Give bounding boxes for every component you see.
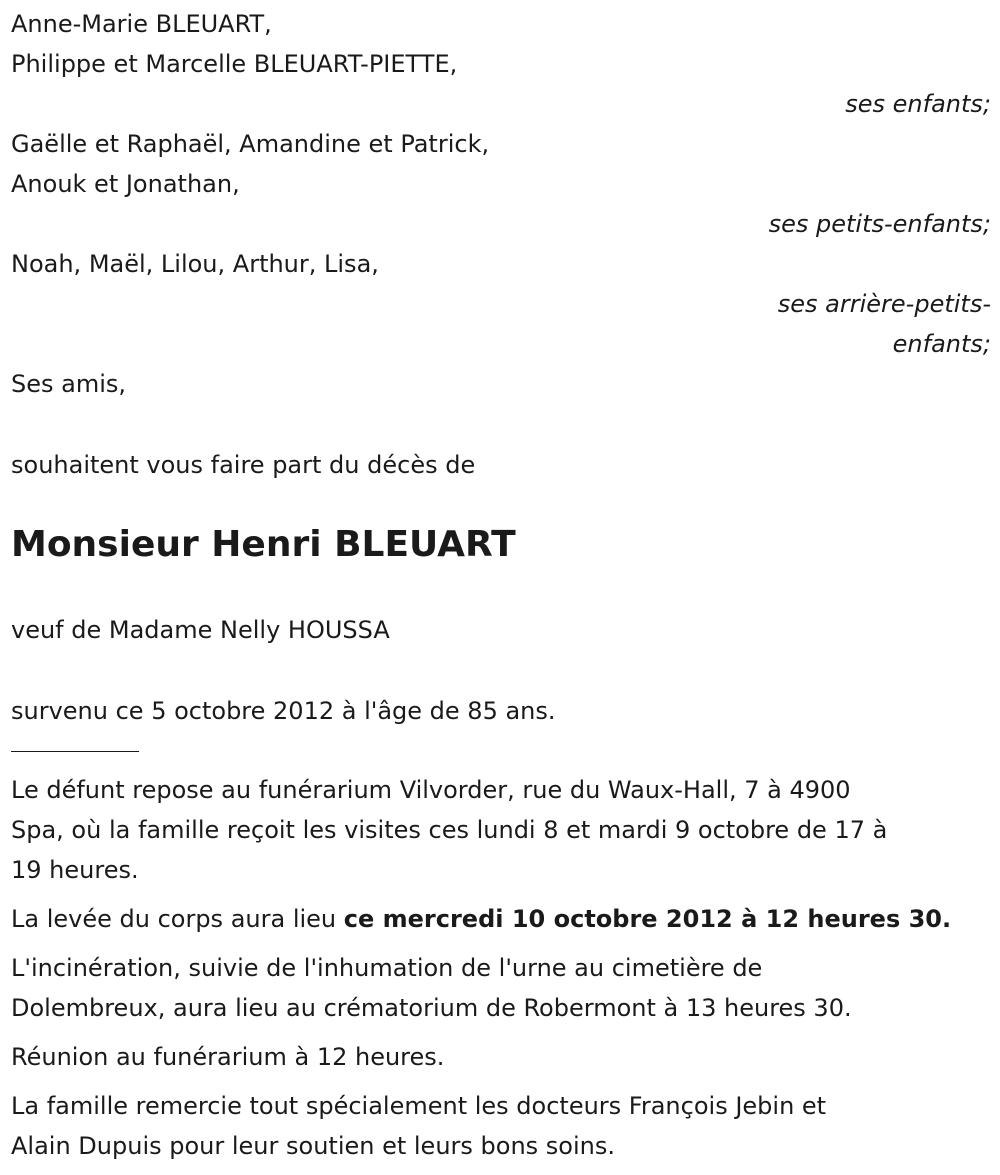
great-grandchildren-role-continued: enfants;	[892, 330, 991, 358]
great-grandchildren-list: Noah, Maël, Lilou, Arthur, Lisa,	[11, 250, 379, 278]
child-name: Anne-Marie BLEUART,	[11, 10, 272, 38]
grandchild-names: Anouk et Jonathan,	[11, 170, 240, 198]
grandchildren-role: ses petits-enfants;	[768, 210, 991, 238]
thanks-info	[11, 1086, 991, 1166]
grandchild-names: Gaëlle et Raphaël, Amandine et Patrick,	[11, 130, 490, 158]
thanks-line: Alain Dupuis pour leur soutien et leurs bons soins.	[11, 1132, 615, 1160]
child-name: Philippe et Marcelle BLEUART-PIETTE,	[11, 50, 458, 78]
friends: Ses amis,	[11, 370, 127, 398]
announcement-intro: souhaitent vous faire part du décès de	[11, 451, 476, 479]
funeral-home-line: Le défunt repose au funérarium Vilvorder, rue du Waux-Hall, 7 à 4900	[11, 776, 851, 804]
children-role: ses enfants;	[845, 90, 991, 118]
death-info: survenu ce 5 octobre 2012 à l'âge de 85 ans.	[11, 697, 556, 725]
removal-prefix: La levée du corps aura lieu	[11, 905, 344, 933]
funeral-home-info	[11, 770, 991, 890]
deceased-name: Monsieur Henri BLEUART	[11, 524, 516, 565]
separator-line	[11, 731, 139, 752]
funeral-home-line: 19 heures.	[11, 856, 139, 884]
removal-date: ce mercredi 10 octobre 2012 à 12 heures 30.	[343, 905, 952, 933]
cremation-info	[11, 948, 991, 1028]
widower-of: veuf de Madame Nelly HOUSSA	[11, 616, 390, 644]
great-grandchildren-role: ses arrière-petits-	[777, 290, 991, 318]
obituary-notice	[11, 4, 991, 1175]
thanks-line: La famille remercie tout spécialement les docteurs François Jebin et	[11, 1092, 827, 1120]
meeting-info: Réunion au funérarium à 12 heures.	[11, 1043, 445, 1071]
children-list	[11, 4, 991, 84]
grandchildren-list	[11, 124, 991, 204]
removal-info	[11, 899, 991, 939]
cremation-line: L'incinération, suivie de l'inhumation de l'urne au cimetière de	[11, 954, 763, 982]
funeral-home-line: Spa, où la famille reçoit les visites ces lundi 8 et mardi 9 octobre de 17 à	[11, 816, 888, 844]
cremation-line: Dolembreux, aura lieu au crématorium de Robermont à 13 heures 30.	[11, 994, 852, 1022]
